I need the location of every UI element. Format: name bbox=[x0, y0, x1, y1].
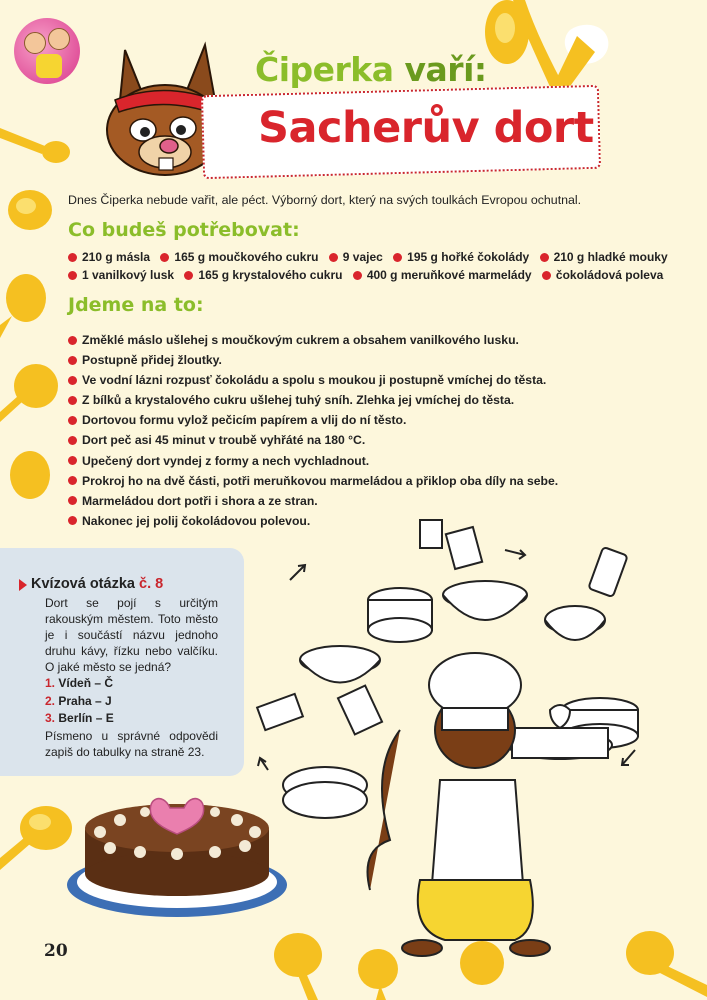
ingredients-row-1 bbox=[68, 250, 675, 264]
baking-squirrel-illustration bbox=[250, 510, 645, 960]
sacher-cake-illustration bbox=[65, 790, 290, 920]
title-verb: vaří: bbox=[404, 50, 487, 89]
ingredient-item: 9 vajec bbox=[329, 250, 383, 264]
bullet-dot bbox=[160, 253, 169, 262]
ingredient-item: 195 g hořké čokolády bbox=[393, 250, 529, 264]
ingredient-item: 210 g másla bbox=[68, 250, 150, 264]
quiz-answer-1: 1. Vídeň – Č bbox=[45, 676, 114, 690]
ingredients-row-2 bbox=[68, 268, 670, 282]
spoon-decoration-left-1 bbox=[0, 108, 70, 168]
bullet-dot bbox=[329, 253, 338, 262]
step-item: Změklé máslo ušlehej s moučkovým cukrem a obsahem vanilkového lusku. bbox=[68, 330, 558, 350]
quiz-title: Kvízová otázka č. 8 bbox=[31, 576, 164, 592]
ingredient-item: 1 vanilkový lusk bbox=[68, 268, 174, 282]
ingredient-item: čokoládová poleva bbox=[542, 268, 663, 282]
spoon-decoration-left-5 bbox=[0, 445, 60, 505]
quiz-answer-2: 2. Praha – J bbox=[45, 694, 112, 708]
recipe-series-title bbox=[255, 50, 487, 89]
step-item: Ve vodní lázni rozpusť čokoládu a spolu s moukou ji postupně vmíchej do těsta. bbox=[68, 370, 558, 390]
step-item: Marmeládou dort potři i shora a ze stran. bbox=[68, 491, 558, 511]
bullet-dot bbox=[184, 271, 193, 280]
intro-text: Dnes Čiperka nebude vařit, ale péct. Výborný dort, který na svých toulkách Evropou ochutnal. bbox=[68, 193, 582, 207]
quiz-note: Písmeno u správné odpovědi zapiš do tabulky na straně 23. bbox=[45, 729, 218, 759]
bullet-dot bbox=[68, 271, 77, 280]
bullet-dot bbox=[393, 253, 402, 262]
title-name: Čiperka bbox=[255, 50, 394, 89]
quiz-question: Dort se pojí s určitým rakouským městem. Toto město je i součástí názvu jednoho druhu kávy, řízku nebo valčíku. O jaké město se jedná? bbox=[45, 596, 218, 674]
step-item: Postupně přidej žloutky. bbox=[68, 350, 558, 370]
ingredient-item: 400 g meruňkové marmelády bbox=[353, 268, 532, 282]
bullet-dot bbox=[540, 253, 549, 262]
spoon-decoration-left-2 bbox=[0, 180, 60, 240]
ingredient-item: 165 g krystalového cukru bbox=[184, 268, 342, 282]
recipe-title: Sacherův dort bbox=[258, 103, 594, 153]
bullet-dot bbox=[353, 271, 362, 280]
quiz-answer-3: 3. Berlín – E bbox=[45, 711, 114, 725]
step-item: Nakonec jej polij čokoládovou polevou. bbox=[68, 511, 558, 531]
step-item: Dortovou formu vylož pečicím papírem a vlij do ní těsto. bbox=[68, 410, 558, 430]
spoon-decoration-left-3 bbox=[0, 270, 60, 340]
step-item: Z bílků a krystalového cukru ušlehej tuhý sníh. Zlehka jej vmíchej do těsta. bbox=[68, 390, 558, 410]
ingredient-item: 165 g moučkového cukru bbox=[160, 250, 318, 264]
page-number: 20 bbox=[44, 941, 68, 961]
kids-logo-badge bbox=[14, 18, 80, 84]
steps-heading: Jdeme na to: bbox=[68, 294, 204, 316]
step-item: Prokroj ho na dvě části, potři meruňkovou marmeládou a přiklop oba díly na sebe. bbox=[68, 471, 558, 491]
quiz-number: č. 8 bbox=[139, 576, 164, 592]
bullet-dot bbox=[542, 271, 551, 280]
ingredients-heading: Co budeš potřebovat: bbox=[68, 219, 300, 241]
bullet-dot bbox=[68, 253, 77, 262]
steps-list bbox=[68, 330, 558, 531]
step-item: Upečený dort vyndej z formy a nech vychladnout. bbox=[68, 451, 558, 471]
step-item: Dort peč asi 45 minut v troubě vyhřáté na 180 °C. bbox=[68, 430, 558, 450]
spoon-decoration-left-4 bbox=[0, 360, 65, 430]
ingredient-item: 210 g hladké mouky bbox=[540, 250, 668, 264]
play-arrow-icon bbox=[19, 579, 27, 591]
